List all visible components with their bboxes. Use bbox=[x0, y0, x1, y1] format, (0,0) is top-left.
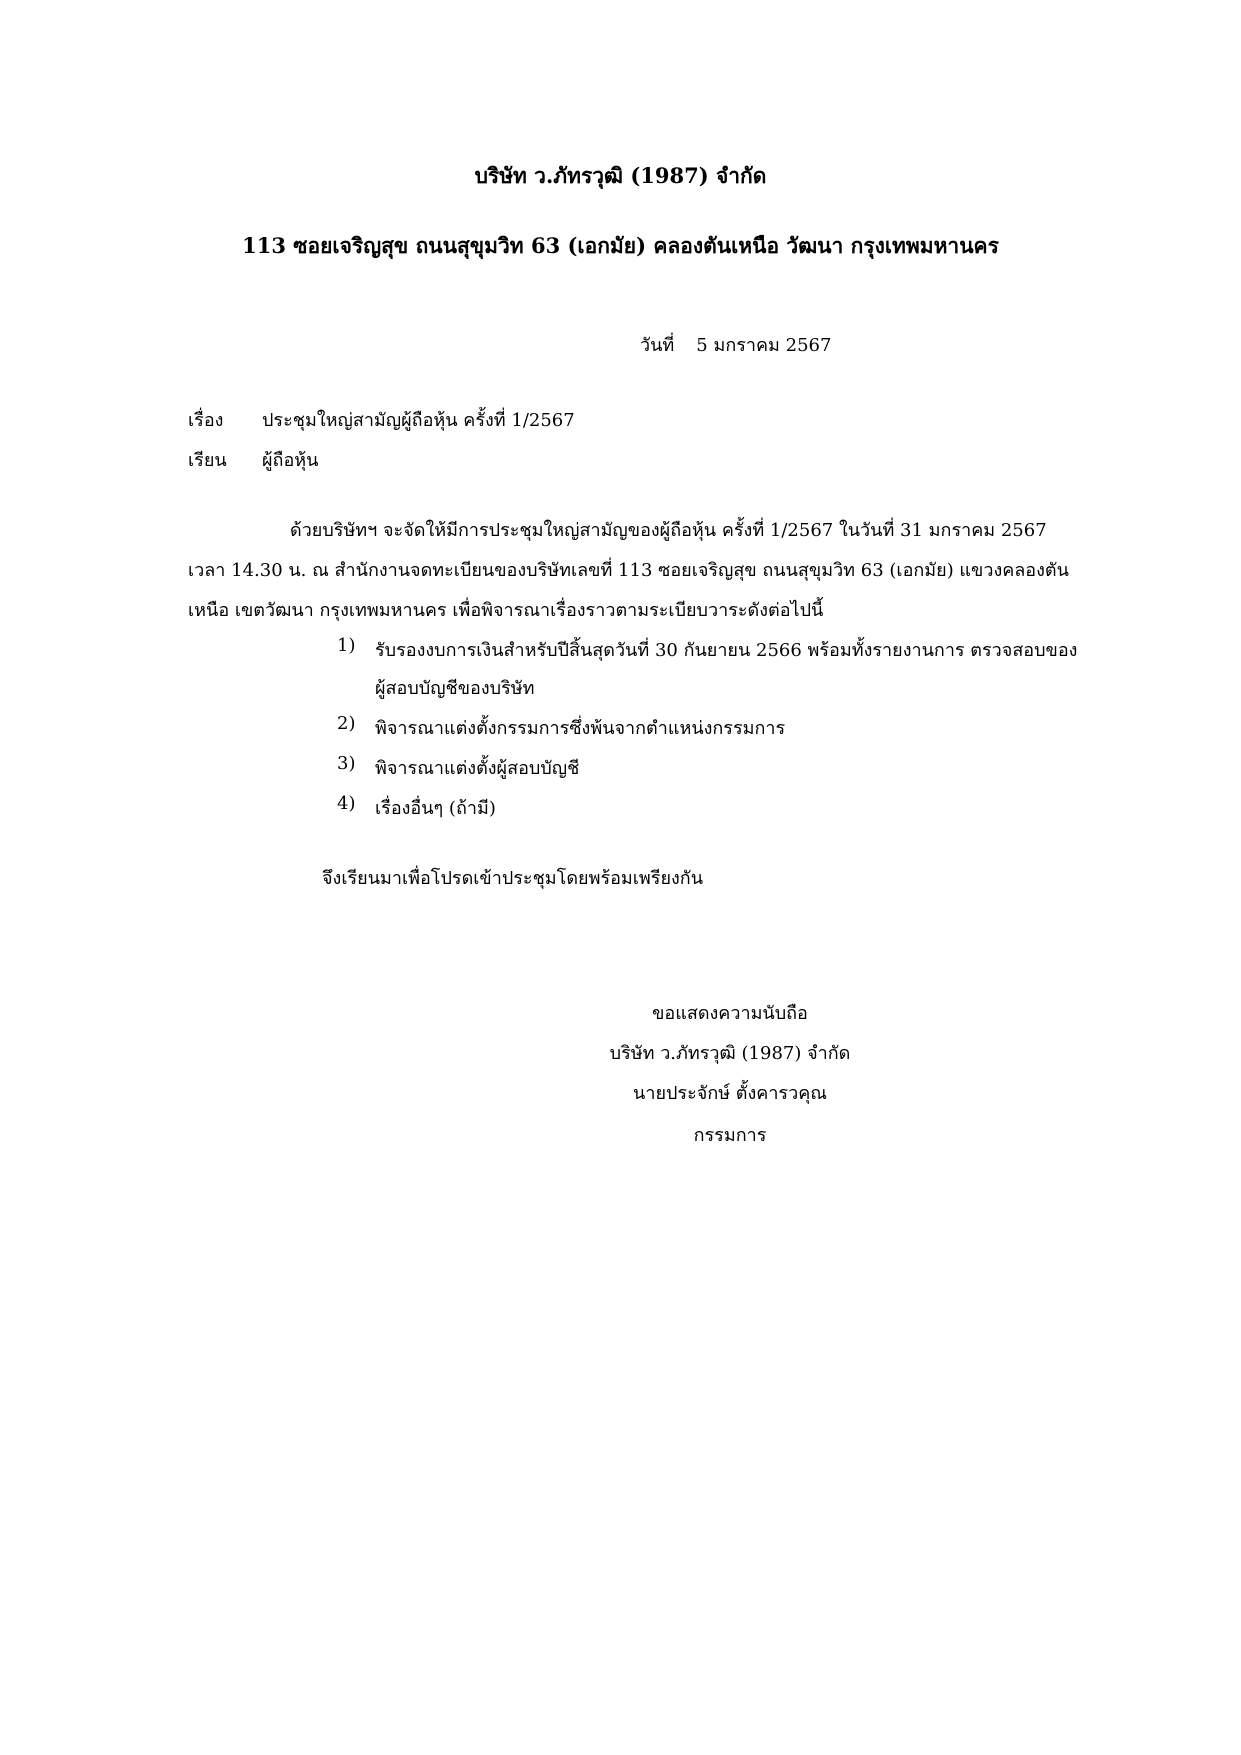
body-paragraph-line: เหนือ เขตวัฒนา กรุงเทพมหานคร เพื่อพิจารณาเรื่องราวตามระเบียบวาระดังต่อไปนี้ bbox=[188, 600, 824, 621]
agenda-item-text-continued: ผู้สอบบัญชีของบริษัท bbox=[375, 678, 535, 699]
date-label: วันที่ bbox=[640, 335, 675, 356]
agenda-item-text: พิจารณาแต่งตั้งกรรมการซึ่งพ้นจากตำแหน่งกรรมการ bbox=[375, 718, 786, 739]
agenda-item-number: 1) bbox=[337, 635, 356, 656]
subject-value: ประชุมใหญ่สามัญผู้ถือหุ้น ครั้งที่ 1/2567 bbox=[262, 410, 575, 431]
agenda-item-number: 3) bbox=[337, 753, 356, 774]
agenda-item-number: 2) bbox=[337, 713, 356, 734]
signer-name: นายประจักษ์ ตั้งคารวคุณ bbox=[633, 1083, 827, 1104]
company-name: บริษัท ว.ภัทรวุฒิ (1987) จำกัด bbox=[474, 163, 767, 188]
body-paragraph-line: ด้วยบริษัทฯ จะจัดให้มีการประชุมใหญ่สามัญของผู้ถือหุ้น ครั้งที่ 1/2567 ในวันที่ 31 มกราคม 2567 bbox=[290, 520, 1047, 541]
recipient-label: เรียน bbox=[188, 450, 227, 471]
agenda-item-text: รับรองงบการเงินสำหรับปีสิ้นสุดวันที่ 30 กันยายน 2566 พร้อมทั้งรายงานการ ตรวจสอบของ bbox=[375, 640, 1078, 661]
signature-regards: ขอแสดงความนับถือ bbox=[652, 1003, 808, 1024]
date-value: 5 มกราคม 2567 bbox=[696, 335, 832, 356]
company-address: 113 ซอยเจริญสุข ถนนสุขุมวิท 63 (เอกมัย) คลองตันเหนือ วัฒนา กรุงเทพมหานคร bbox=[242, 233, 999, 258]
closing-sentence: จึงเรียนมาเพื่อโปรดเข้าประชุมโดยพร้อมเพรียงกัน bbox=[322, 868, 704, 889]
subject-label: เรื่อง bbox=[188, 410, 224, 431]
agenda-item-number: 4) bbox=[337, 793, 356, 814]
body-paragraph-line: เวลา 14.30 น. ณ สำนักงานจดทะเบียนของบริษัทเลขที่ 113 ซอยเจริญสุข ถนนสุขุมวิท 63 (เอกมัย) แขวงคลองตัน bbox=[188, 560, 1069, 581]
recipient-value: ผู้ถือหุ้น bbox=[262, 450, 319, 471]
agenda-item-text: พิจารณาแต่งตั้งผู้สอบบัญชี bbox=[375, 758, 580, 779]
letter-date bbox=[640, 330, 831, 359]
signer-position: กรรมการ bbox=[693, 1125, 767, 1146]
signature-company: บริษัท ว.ภัทรวุฒิ (1987) จำกัด bbox=[609, 1043, 851, 1064]
agenda-item-text: เรื่องอื่นๆ (ถ้ามี) bbox=[375, 798, 496, 819]
